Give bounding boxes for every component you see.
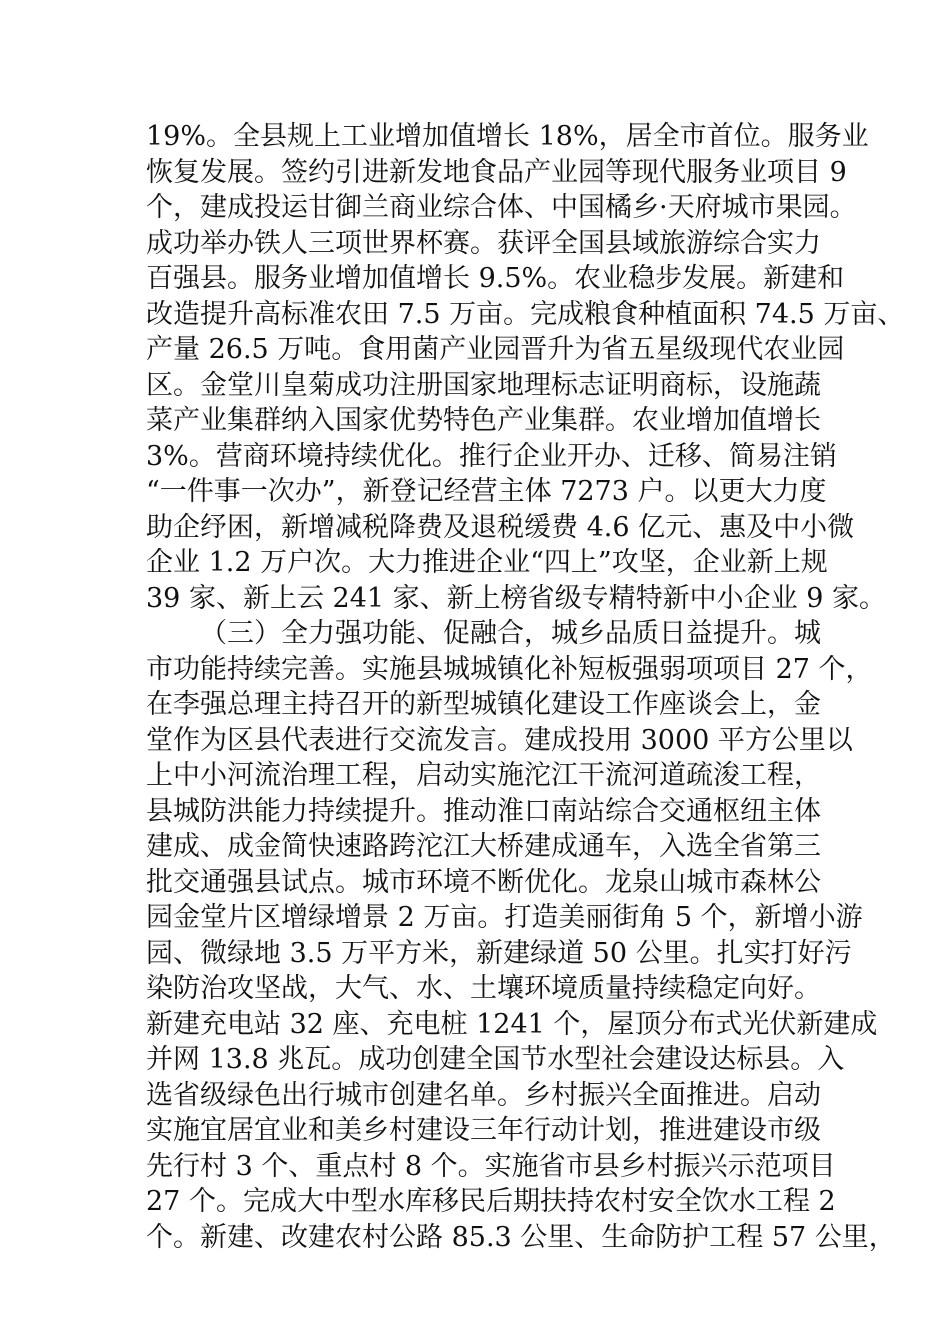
section-heading-line: （三）全力强功能、促融合，城乡品质日益提升。城: [200, 618, 821, 649]
text-line: 批交通强县试点。城市环境不断优化。龙泉山城市森林公: [146, 866, 821, 898]
text-line: 并网 13.8 兆瓦。成功创建全国节水型社会建设达标县。入: [146, 1044, 845, 1075]
text-line: 选省级绿色出行城市创建名单。乡村振兴全面推进。启动: [146, 1079, 821, 1111]
text-line: 园金堂片区增绿增景 2 万亩。打造美丽街角 5 个，新增小游: [146, 902, 863, 933]
text-line: 在李强总理主持召开的新型城镇化建设工作座谈会上，金: [146, 689, 821, 720]
text-line: 上中小河流治理工程，启动实施沱江干流河道疏浚工程，: [146, 760, 821, 791]
text-line: 实施宜居宜业和美乡村建设三年行动计划，推进建设市级: [146, 1115, 821, 1146]
text-line: 个。新建、改建农村公路 85.3 公里、生命防护工程 57 公里，: [146, 1221, 896, 1253]
text-line: 堂作为区县代表进行交流发言。建成投用 3000 平方公里以: [146, 724, 853, 756]
text-line: 市功能持续完善。实施县城城镇化补短板强弱项项目 27 个，: [146, 653, 873, 685]
text-line: 助企纾困，新增减税降费及退税缓费 4.6 亿元、惠及中小微: [146, 511, 855, 543]
text-line: 园、微绿地 3.5 万平方米，新建绿道 50 公里。扎实打好污: [146, 937, 852, 969]
text-line: 菜产业集群纳入国家优势特色产业集群。农业增加值增长: [146, 405, 821, 436]
text-line: “一件事一次办”，新登记经营主体 7273 户。以更大力度: [146, 476, 827, 507]
body-text: [146, 119, 905, 1255]
text-line: 企业 1.2 万户次。大力推进企业“四上”攻坚，企业新上规: [146, 547, 828, 578]
text-line: 染防治攻坚战，大气、水、土壤环境质量持续稳定向好。: [146, 973, 821, 1004]
text-line: 个，建成投运甘御兰商业综合体、中国橘乡·天府城市果园。: [146, 192, 857, 223]
text-line: 建成、成金简快速路跨沱江大桥建成通车，入选全省第三: [146, 831, 821, 862]
text-line: 产量 26.5 万吨。食用菌产业园晋升为省五星级现代农业园: [146, 334, 845, 365]
text-line: 27 个。完成大中型水库移民后期扶持农村安全饮水工程 2: [146, 1186, 836, 1217]
text-line: 县城防洪能力持续提升。推动淮口南站综合交通枢纽主体: [146, 795, 821, 827]
text-line: 百强县。服务业增加值增长 9.5%。农业稳步发展。新建和: [146, 263, 845, 294]
text-line: 成功举办铁人三项世界杯赛。获评全国县域旅游综合实力: [146, 227, 821, 259]
text-line: 改造提升高标准农田 7.5 万亩。完成粮食种植面积 74.5 万亩、: [146, 298, 905, 330]
text-line: 区。金堂川皇菊成功注册国家地理标志证明商标，设施蔬: [146, 369, 821, 401]
text-line: 39 家、新上云 241 家、新上榜省级专精特新中小企业 9 家。: [146, 582, 886, 614]
text-line: 新建充电站 32 座、充电桩 1241 个，屋顶分布式光伏新建成: [146, 1008, 878, 1040]
text-line: 3%。营商环境持续优化。推行企业开办、迁移、简易注销: [146, 440, 837, 472]
text-line: 19%。全县规上工业增加值增长 18%，居全市首位。服务业: [146, 121, 869, 152]
text-line: 先行村 3 个、重点村 8 个。实施省市县乡村振兴示范项目: [146, 1150, 836, 1182]
text-line: 恢复发展。签约引进新发地食品产业园等现代服务业项目 9: [146, 156, 847, 188]
